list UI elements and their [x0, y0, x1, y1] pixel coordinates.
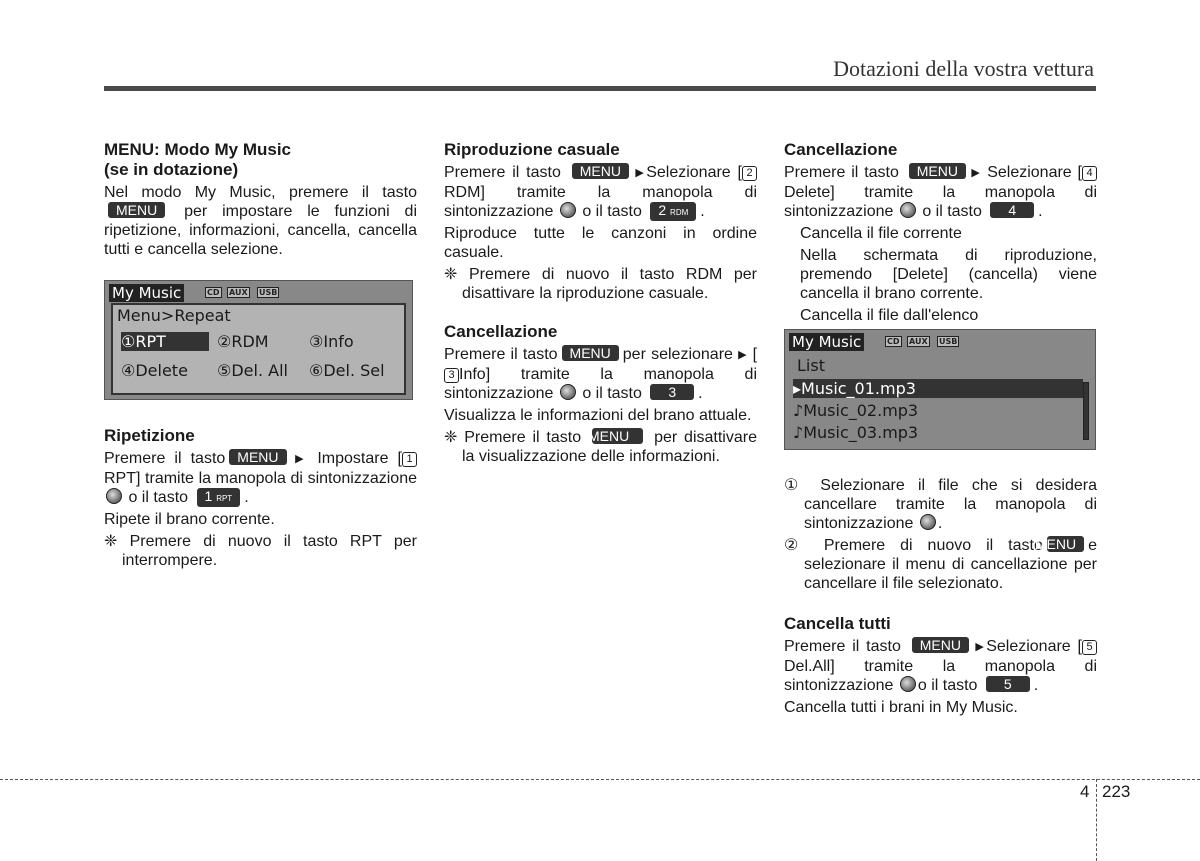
circled-number: 3	[444, 368, 459, 383]
text: Selezionare [	[986, 638, 1082, 655]
menu-key: MENU	[572, 163, 629, 179]
ripetizione-desc: Ripete il brano corrente.	[104, 511, 275, 528]
text: o il tasto	[582, 203, 642, 220]
tuning-knob-icon	[106, 488, 122, 504]
info-steps	[444, 345, 757, 403]
text: per disattivare la visualizzazione delle informazioni.	[462, 429, 757, 465]
arrow-right-icon: ▶	[632, 167, 647, 179]
header-rule	[104, 86, 1096, 91]
lcd-tab: My Music	[109, 284, 184, 302]
lcd-item-delete: ④Delete	[121, 361, 188, 380]
circled-number: 4	[1082, 166, 1097, 181]
circled-number: 2	[742, 166, 757, 181]
circled-number: 5	[1082, 640, 1097, 655]
section-title-cancellazione-info: Cancellazione	[444, 322, 558, 341]
arrow-right-icon: ▶	[738, 349, 748, 361]
info-note	[444, 428, 757, 466]
section-title-ripetizione: Ripetizione	[104, 426, 195, 445]
lcd-item-rpt: ①RPT	[121, 332, 209, 351]
cd-icon: CD	[207, 288, 220, 297]
section-title-cancellazione: Cancellazione	[784, 140, 898, 159]
menu-key: MENU	[229, 449, 286, 465]
arrow-right-icon: ▶	[970, 167, 982, 179]
riproduzione-note: ❈ Premere di nuovo il tasto RDM per disattivare la riproduzione casuale.	[444, 266, 757, 302]
text: Selezionare [	[987, 164, 1082, 181]
usb-icon: USB	[939, 337, 958, 346]
rpt-key	[197, 488, 241, 507]
text: o il tasto	[128, 489, 189, 506]
text: .	[1033, 677, 1039, 694]
spacer	[784, 450, 1097, 476]
text: [	[752, 346, 758, 363]
text: Delete] tramite la manopola di sintonizzazione	[784, 184, 1097, 220]
ripetizione-steps	[104, 449, 417, 507]
cd-icon: CD	[887, 337, 900, 346]
key-sub: RDM	[670, 208, 689, 217]
rdm-key	[650, 202, 696, 221]
footer-rule	[0, 779, 1200, 780]
spacer	[444, 306, 757, 322]
usb-icon: USB	[259, 288, 278, 297]
delete-step-2	[784, 536, 1097, 593]
spacer	[784, 596, 1097, 614]
chapter-number: 4	[1080, 782, 1090, 801]
menu-key: MENU	[912, 637, 969, 653]
footer-divider	[1096, 779, 1097, 861]
section-title-cancella-tutti: Cancella tutti	[784, 614, 891, 633]
text: .	[244, 489, 249, 506]
menu-key: MENU	[562, 345, 619, 361]
lcd-item-info: ③Info	[309, 332, 354, 351]
file-name: Music_03.mp3	[803, 423, 919, 442]
text: o il tasto	[922, 203, 982, 220]
tuning-knob-icon	[900, 676, 916, 692]
page-header-title: Dotazioni della vostra vettura	[833, 56, 1094, 81]
text: .	[700, 203, 705, 220]
menu-key: MENU	[592, 428, 643, 444]
text: per selezionare	[622, 346, 733, 363]
delete-line-3: Cancella il file dall'elenco	[800, 307, 979, 324]
text: ① Selezionare il file che si desidera cancellare tramite la manopola di sintonizzazione	[784, 477, 1097, 532]
info-desc: Visualizza le informazioni del brano attuale.	[444, 407, 752, 424]
text: o il tasto	[917, 677, 978, 694]
column-3	[784, 140, 1097, 720]
delete-line-2: Nella schermata di riproduzione, premendo [Delete] (cancella) viene cancella il brano corrente.	[800, 247, 1097, 302]
section-title-menu	[104, 140, 417, 180]
delete-step-1	[784, 476, 1097, 533]
lcd-item-del-sel: ⑥Del. Sel	[309, 361, 385, 380]
text: .	[1038, 203, 1043, 220]
section-title-riproduzione: Riproduzione casuale	[444, 140, 620, 159]
text: o il tasto	[582, 385, 642, 402]
text: Premere il tasto	[104, 450, 226, 467]
riproduzione-desc: Riproduce tutte le canzoni in ordine casuale.	[444, 225, 757, 261]
column-2	[444, 140, 757, 469]
text: Impostare [	[317, 450, 402, 467]
key-sub: RPT	[216, 494, 233, 503]
intro-text-b: per impostare le funzioni di ripetizione, informazioni, cancella, cancella tutti e cancella selezione.	[104, 203, 417, 258]
music-note-icon: ♪	[793, 401, 804, 420]
ripetizione-note: ❈ Premere di nuovo il tasto RPT per interrompere.	[104, 533, 417, 569]
menu-key: MENU	[909, 163, 966, 179]
lcd-file-selected	[793, 379, 1083, 398]
text: RDM] tramite la manopola di sintonizzazione	[444, 184, 757, 220]
intro-text-a: Nel modo My Music, premere il tasto	[104, 184, 417, 201]
lcd-tab: My Music	[789, 333, 864, 351]
text: e selezionare il menu di cancellazione per cancellare il file selezionato.	[804, 537, 1097, 592]
tuning-knob-icon	[560, 202, 576, 218]
text: Premere il tasto	[784, 638, 901, 655]
riproduzione-steps	[444, 163, 757, 221]
column-1	[104, 140, 417, 573]
key-3: 3	[650, 384, 694, 400]
lcd-item-del-all: ⑤Del. All	[217, 361, 288, 380]
lcd-path: List	[797, 356, 825, 375]
text: Premere il tasto	[784, 164, 899, 181]
title-line-1: MENU: Modo My Music	[104, 140, 291, 159]
file-name: Music_02.mp3	[803, 401, 919, 420]
lcd-item-rdm: ②RDM	[217, 332, 269, 351]
music-note-icon: ♪	[793, 423, 804, 442]
spacer	[104, 262, 417, 280]
lcd-menu-screen	[104, 280, 413, 400]
arrow-right-icon: ▶	[972, 641, 987, 653]
circled-number: 1	[402, 452, 417, 467]
aux-icon: AUX	[909, 337, 928, 346]
text: Premere il tasto	[444, 164, 561, 181]
lcd-file	[793, 423, 918, 442]
lcd-path: Menu>Repeat	[117, 306, 231, 325]
menu-key: MENU	[108, 202, 165, 218]
spacer	[104, 400, 417, 426]
tuning-knob-icon	[900, 202, 916, 218]
key-number: 2	[658, 202, 667, 218]
text: RPT] tramite la manopola di sintonizzazione	[104, 470, 417, 487]
text: Info] tramite la manopola di sintonizzazione	[444, 366, 757, 402]
text: .	[698, 385, 703, 402]
lcd-scrollbar	[1083, 382, 1089, 440]
aux-icon: AUX	[229, 288, 248, 297]
text: Selezionare [	[646, 164, 742, 181]
file-name: Music_01.mp3	[801, 379, 916, 398]
play-arrow-icon: ▸	[793, 379, 802, 398]
tuning-knob-icon	[560, 384, 576, 400]
key-number: 1	[204, 488, 213, 504]
tuning-knob-icon	[920, 514, 936, 530]
lcd-file	[793, 401, 918, 420]
intro-paragraph	[104, 183, 417, 259]
arrow-right-icon: ▶	[290, 453, 309, 465]
lcd-list-screen	[784, 329, 1096, 450]
text: ② Premere di nuovo il tasto	[784, 537, 1043, 554]
menu-key: MENU	[1047, 536, 1084, 552]
key-5: 5	[986, 676, 1030, 692]
text: .	[937, 515, 943, 532]
delete-all-desc: Cancella tutti i brani in My Music.	[784, 699, 1018, 716]
delete-steps	[784, 163, 1097, 221]
text: Premere il tasto	[444, 346, 558, 363]
text: Del.All] tramite la manopola di sintonizzazione	[784, 658, 1097, 694]
delete-line-1: Cancella il file corrente	[800, 225, 962, 242]
lcd-panel	[111, 303, 406, 395]
page-number: 223	[1102, 782, 1131, 801]
delete-all-steps	[784, 637, 1097, 695]
key-4: 4	[990, 202, 1034, 218]
title-line-2: (se in dotazione)	[104, 160, 239, 179]
text: ❈ Premere il tasto	[444, 429, 582, 446]
